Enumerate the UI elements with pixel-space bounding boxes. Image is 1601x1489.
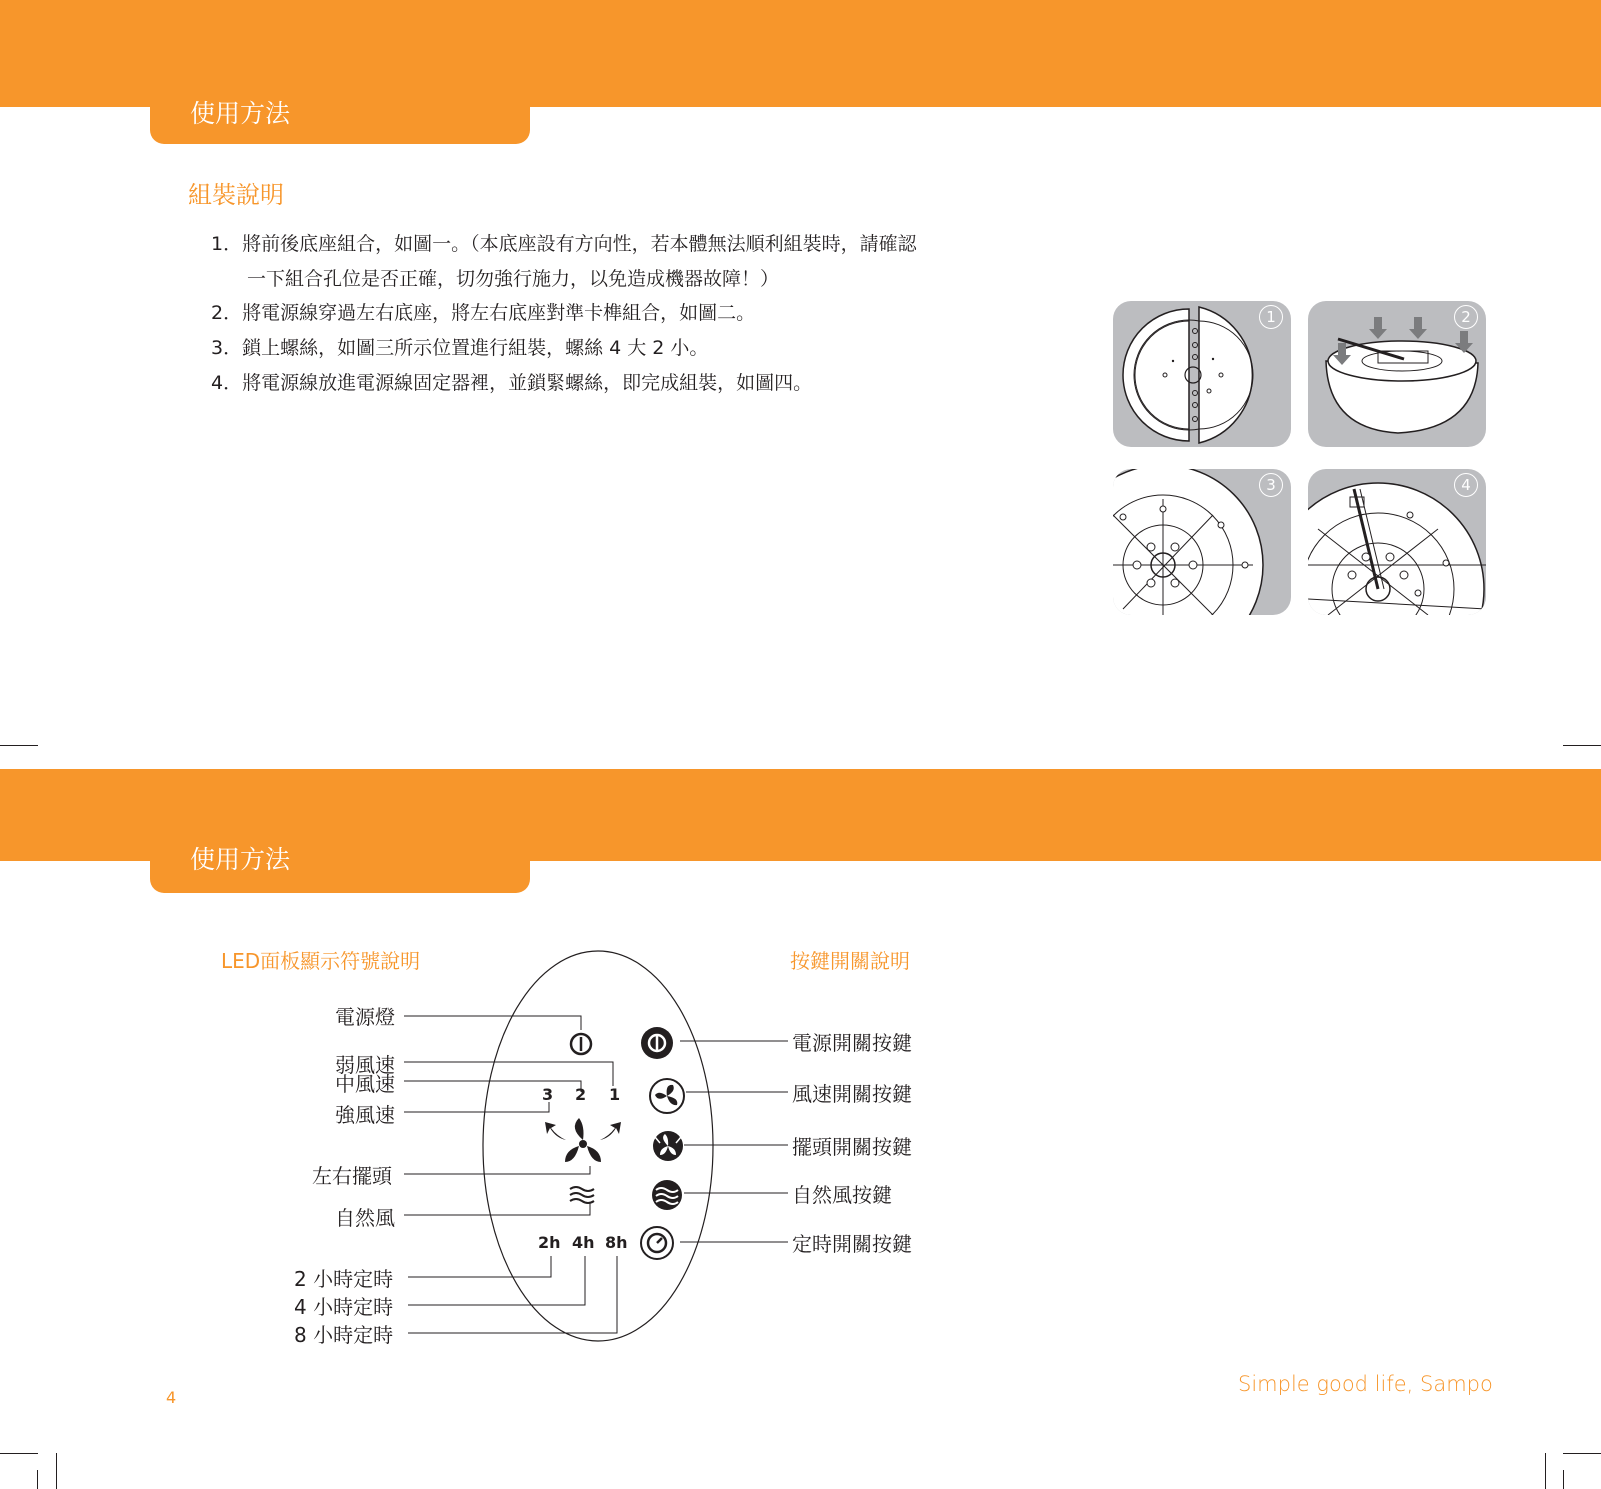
speed-digit-2: 2	[575, 1085, 587, 1104]
label-timer-4h: 4 小時定時	[294, 1295, 394, 1319]
step-3: 3．鎖上螺絲，如圖三所示位置進行組裝，螺絲 4 大 2 小。	[211, 337, 709, 359]
figure-number: 3	[1259, 473, 1283, 497]
timer-mark-4h: 4h	[572, 1233, 595, 1252]
assembly-title: 組裝說明	[188, 181, 284, 209]
step-1-line-2: 一下組合孔位是否正確，切勿強行施力，以免造成機器故障！）	[247, 268, 780, 290]
speed-digit-1: 1	[609, 1085, 621, 1104]
page-title: 使用方法	[190, 99, 291, 128]
label-natural-button: 自然風按鍵	[792, 1183, 892, 1207]
label-speed-button: 風速開關按鍵	[792, 1082, 912, 1106]
buttons-title: 按鍵開關說明	[790, 949, 910, 973]
led-panel-title: LED面板顯示符號說明	[221, 949, 421, 973]
brand-slogan: Simple good life, Sampo	[1238, 1372, 1493, 1396]
label-timer-button: 定時開關按鍵	[792, 1232, 912, 1256]
label-swing-button: 擺頭開關按鍵	[792, 1135, 912, 1159]
label-timer-2h: 2 小時定時	[294, 1267, 394, 1291]
power-button-icon	[641, 1027, 673, 1059]
led-power-icon	[571, 1034, 591, 1054]
label-timer-8h: 8 小時定時	[294, 1323, 394, 1347]
figure-number: 4	[1454, 473, 1478, 497]
label-mid-speed: 中風速	[335, 1072, 395, 1096]
figure-number: 1	[1259, 305, 1283, 329]
label-swing: 左右擺頭	[312, 1164, 392, 1188]
figure-number: 2	[1454, 305, 1478, 329]
timer-mark-2h: 2h	[538, 1233, 561, 1252]
fan-button-icon	[650, 1079, 684, 1113]
step-2: 2．將電源線穿過左右底座，將左右底座對準卡榫組合，如圖二。	[211, 302, 756, 324]
label-natural: 自然風	[335, 1206, 395, 1230]
wave-button-icon	[652, 1180, 682, 1210]
speed-digit-3: 3	[542, 1085, 554, 1104]
timer-mark-8h: 8h	[605, 1233, 628, 1252]
step-1-line-1: 1．將前後底座組合，如圖一。（本底座設有方向性，若本體無法順利組裝時，請確認	[211, 233, 917, 255]
label-low-speed: 弱風速	[335, 1053, 395, 1077]
step-4: 4．將電源線放進電源線固定器裡，並鎖緊螺絲，即完成組裝，如圖四。	[211, 372, 813, 394]
label-high-speed: 強風速	[335, 1103, 395, 1127]
swing-button-icon	[653, 1131, 683, 1161]
led-natural-icon	[570, 1187, 594, 1203]
led-swing-icon	[545, 1118, 621, 1162]
page-number: 4	[166, 1388, 177, 1407]
label-power-button: 電源開關按鍵	[792, 1031, 912, 1055]
page-title: 使用方法	[190, 845, 291, 874]
timer-button-icon	[641, 1227, 673, 1259]
label-power-light: 電源燈	[335, 1005, 395, 1029]
